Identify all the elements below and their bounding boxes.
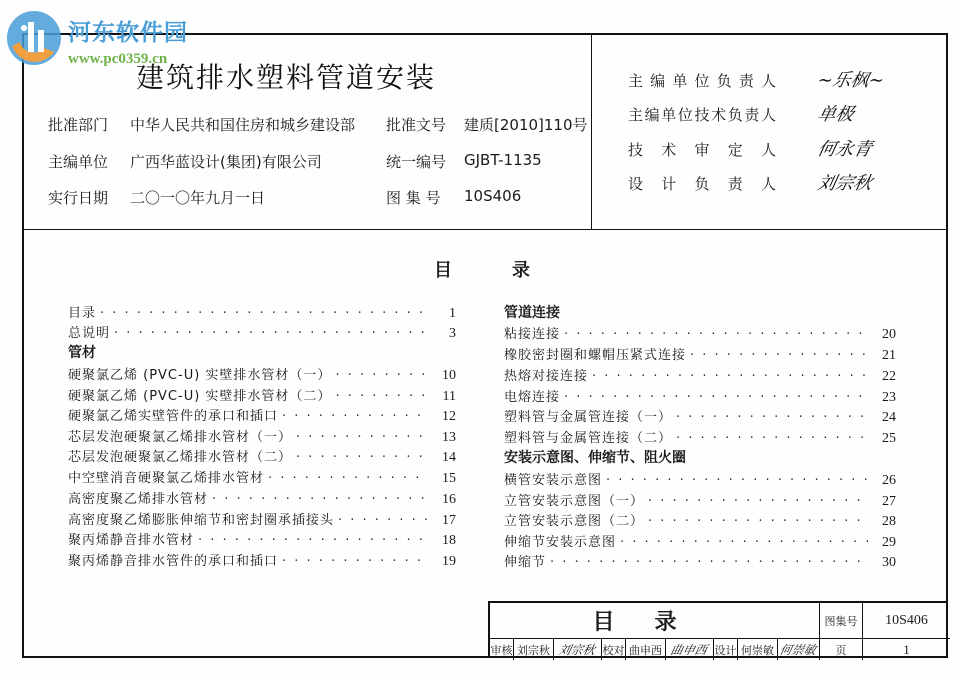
leader-dots (676, 410, 868, 425)
leader-dots (620, 535, 868, 550)
leader-dots (606, 473, 868, 488)
toc-item-label: 芯层发泡硬聚氯乙烯排水管材（二） (68, 450, 293, 465)
toc-item-label: 立管安装示意图（一） (504, 494, 645, 509)
reviewer-signature: 刘宗秋 (557, 643, 597, 657)
leader-dots (114, 326, 428, 341)
info-value: 广西华蓝设计(集团)有限公司 (130, 153, 322, 171)
toc-item-label: 粘接连接 (504, 327, 561, 342)
toc-item-page: 16 (442, 492, 456, 507)
signature: 何永青 (815, 139, 874, 160)
toc-section-heading: 安装示意图、伸缩节、阻火圈 (504, 450, 686, 466)
signature: ~乐枫~ (815, 70, 887, 91)
toc-item-page: 11 (442, 389, 456, 404)
header-vertical-divider (591, 33, 592, 229)
toc-item-label: 立管安装示意图（二） (504, 514, 645, 529)
toc-item-label: 橡胶密封圈和螺帽压紧式连接 (504, 348, 687, 363)
designer-signature-cell (778, 639, 820, 660)
leader-dots (282, 409, 428, 424)
toc-title-right: 录 (512, 260, 530, 281)
toc-item[interactable] (68, 488, 456, 508)
proofreader-signature-cell (666, 639, 714, 660)
toc-item[interactable] (504, 510, 896, 530)
toc-item-page: 28 (882, 514, 896, 529)
leader-dots (564, 390, 868, 405)
toc-item-page: 19 (442, 554, 456, 569)
toc-item[interactable] (68, 446, 456, 466)
atlas-no-cell (863, 603, 950, 638)
toc-item-page: 15 (442, 471, 456, 486)
toc-item[interactable] (504, 490, 896, 510)
toc-item-label: 聚丙烯静音排水管材 (68, 533, 195, 548)
leader-dots (648, 494, 868, 509)
proofread-label: 校对 (602, 643, 625, 657)
leader-dots (338, 513, 428, 528)
info-label: 批准部门 (48, 116, 109, 134)
proofread-label-cell (602, 639, 626, 660)
info-label: 实行日期 (48, 189, 109, 207)
signatory-role: 设计负责人 (628, 175, 776, 193)
leader-dots (676, 431, 868, 446)
toc-item-label: 芯层发泡硬聚氯乙烯排水管材（一） (68, 430, 293, 445)
toc-item[interactable] (504, 406, 896, 426)
toc-item[interactable] (68, 405, 456, 425)
toc-item-page: 14 (442, 450, 456, 465)
document-title: 建筑排水塑料管道安装 (136, 61, 437, 94)
leader-dots (212, 492, 428, 507)
toc-item[interactable] (504, 531, 896, 551)
design-label-cell (714, 639, 738, 660)
proofreader-signature: 曲申西 (669, 643, 709, 657)
info-label: 主编单位 (48, 153, 109, 171)
toc-item-label: 伸缩节安装示意图 (504, 535, 617, 550)
info-value: 中华人民共和国住房和城乡建设部 (130, 116, 356, 134)
site-logo-icon (4, 8, 64, 68)
watermark-site-name: 河东软件园 (68, 19, 188, 46)
leader-dots (690, 348, 868, 363)
info-label: 批准文号 (386, 116, 447, 134)
toc-item-label: 中空壁消音硬聚氯乙烯排水管材 (68, 471, 265, 486)
review-label: 审核 (490, 643, 513, 657)
watermark-url: www.pc0359.cn (68, 51, 168, 67)
leader-dots (564, 327, 868, 342)
signatory-role: 主编单位负责人 (628, 72, 776, 90)
signature: 单极 (815, 104, 856, 125)
toc-item[interactable] (68, 302, 456, 322)
toc-item[interactable] (68, 364, 456, 384)
toc-section-heading: 管道连接 (504, 305, 560, 321)
page-label-cell (820, 639, 863, 660)
drawing-title-cell (490, 603, 820, 638)
reviewer-name: 刘宗秋 (517, 643, 550, 657)
signatory-row (628, 70, 887, 91)
atlas-no-label-cell (820, 603, 863, 638)
toc-item-page: 3 (449, 326, 456, 341)
designer-name: 何崇敏 (741, 643, 774, 657)
toc-item-label: 伸缩节 (504, 555, 547, 570)
toc-item-label: 硬聚氯乙烯 (PVC-U) 实壁排水管材（一） (68, 368, 332, 383)
signatory-role: 主编单位技术负责人 (628, 106, 776, 124)
leader-dots (198, 533, 428, 548)
title-block (488, 601, 948, 658)
toc-item-label: 硬聚氯乙烯实壁管件的承口和插口 (68, 409, 279, 424)
toc-item[interactable] (504, 365, 896, 385)
info-value: 建质[2010]110号 (464, 116, 588, 134)
leader-dots (592, 369, 868, 384)
designer-cell (738, 639, 778, 660)
leader-dots (282, 554, 428, 569)
info-value: 二〇一〇年九月一日 (130, 189, 266, 207)
toc-item-label: 热熔对接连接 (504, 369, 589, 384)
atlas-no-label: 图集号 (824, 614, 858, 628)
designer-signature: 何崇敏 (778, 643, 818, 657)
page-label: 页 (835, 643, 847, 657)
toc-item-page: 20 (882, 327, 896, 342)
toc-item-page: 18 (442, 533, 456, 548)
info-value: 10S406 (464, 187, 522, 205)
reviewer-signature-cell (554, 639, 602, 660)
atlas-no: 10S406 (885, 612, 928, 628)
toc-item[interactable] (504, 469, 896, 489)
signatory-row (628, 173, 874, 194)
toc-item[interactable] (504, 427, 896, 447)
toc-item-label: 塑料管与金属管连接（二） (504, 431, 673, 446)
toc-section-heading: 管材 (68, 345, 96, 361)
leader-dots (100, 306, 428, 321)
toc-item-label: 目录 (68, 306, 97, 321)
toc-item[interactable] (68, 509, 456, 529)
toc-item-page: 21 (882, 348, 896, 363)
toc-item[interactable] (504, 344, 896, 364)
toc-item-page: 22 (882, 369, 896, 384)
drawing-title: 目录 (592, 610, 717, 635)
toc-item-page: 25 (882, 431, 896, 446)
leader-dots (648, 514, 868, 529)
toc-item-page: 24 (882, 410, 896, 425)
toc-item-page: 30 (882, 555, 896, 570)
toc-item[interactable] (68, 426, 456, 446)
toc-item[interactable] (504, 551, 896, 571)
signatory-row (628, 104, 856, 125)
info-value: GJBT-1135 (464, 151, 542, 169)
toc-item[interactable] (68, 322, 456, 342)
info-label: 统一编号 (386, 153, 447, 171)
leader-dots (296, 430, 428, 445)
review-label-cell (490, 639, 514, 660)
toc-item-page: 12 (442, 409, 456, 424)
leader-dots (296, 450, 428, 465)
toc-item[interactable] (68, 385, 456, 405)
toc-item-page: 29 (882, 535, 896, 550)
toc-item-page: 17 (442, 513, 456, 528)
toc-item-label: 横管安装示意图 (504, 473, 603, 488)
proofreader-cell (626, 639, 666, 660)
toc-item-label: 高密度聚乙烯排水管材 (68, 492, 209, 507)
toc-item-label: 电熔连接 (504, 390, 561, 405)
toc-item-page: 27 (882, 494, 896, 509)
toc-item[interactable] (68, 550, 456, 570)
leader-dots (335, 389, 428, 404)
design-label: 设计 (714, 643, 737, 657)
header-divider (22, 229, 948, 230)
proofreader-name: 曲申西 (629, 643, 662, 657)
toc-item[interactable] (504, 386, 896, 406)
toc-item-page: 23 (882, 390, 896, 405)
page-number: 1 (903, 641, 910, 657)
toc-item-label: 高密度聚乙烯膨胀伸缩节和密封圈承插接头 (68, 513, 335, 528)
toc-item[interactable] (68, 529, 456, 549)
toc-item[interactable] (68, 467, 456, 487)
toc-item-label: 总说明 (68, 326, 111, 341)
leader-dots (335, 368, 428, 383)
signatory-row (628, 139, 874, 160)
toc-item-label: 硬聚氯乙烯 (PVC-U) 实壁排水管材（二） (68, 389, 332, 404)
toc-item-page: 26 (882, 473, 896, 488)
page-number-cell (863, 639, 950, 660)
toc-item-page: 13 (442, 430, 456, 445)
toc-item-label: 塑料管与金属管连接（一） (504, 410, 673, 425)
toc-item-page: 1 (449, 306, 456, 321)
toc-item-page: 10 (442, 368, 456, 383)
toc-item[interactable] (504, 323, 896, 343)
signatory-role: 技术审定人 (628, 141, 776, 159)
reviewer-cell (514, 639, 554, 660)
info-label: 图 集 号 (386, 189, 441, 207)
signature: 刘宗秋 (815, 173, 874, 194)
leader-dots (550, 555, 868, 570)
toc-title-left: 目 (434, 260, 452, 281)
toc-item-label: 聚丙烯静音排水管件的承口和插口 (68, 554, 279, 569)
leader-dots (268, 471, 428, 486)
